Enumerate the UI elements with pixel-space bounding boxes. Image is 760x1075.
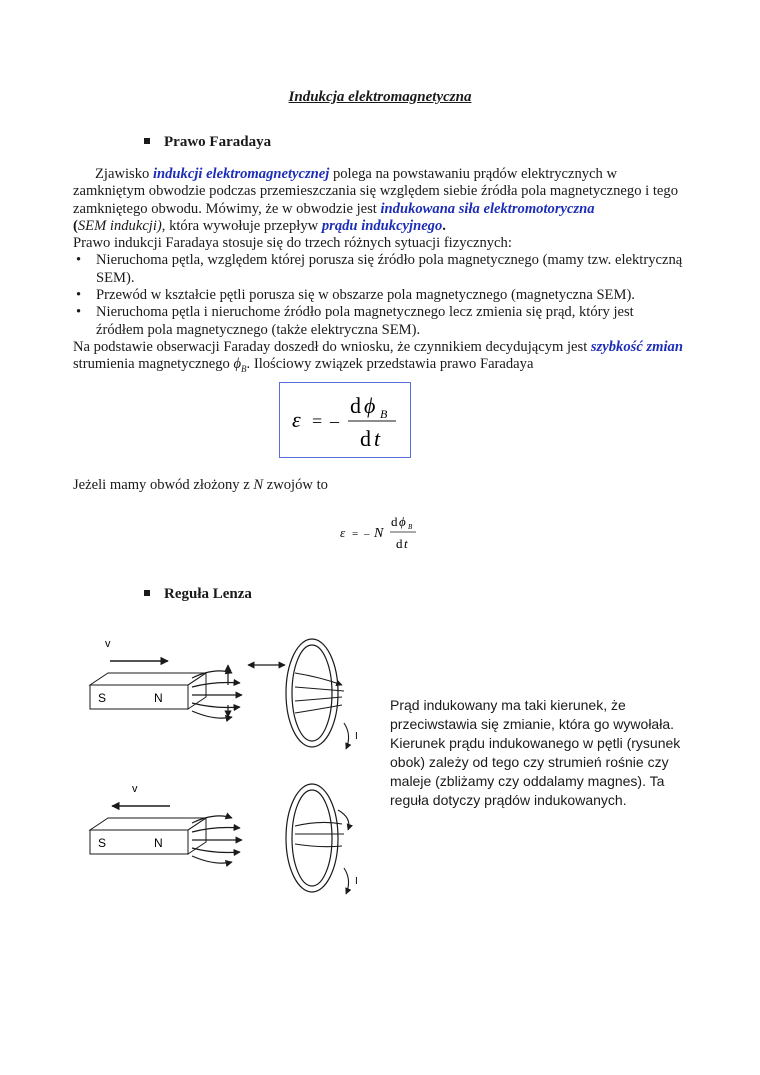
list-item: [73, 287, 683, 304]
keyword: prądu indukcyjnego: [321, 217, 443, 234]
north-pole-label: N: [154, 836, 163, 850]
situations-intro: Prawo indukcji Faradaya stosuje się do trzech różnych sytuacji fizycznych:: [73, 235, 512, 252]
text: Nieruchoma pętla i nieruchome źródło pola magnetycznego lecz zmienia się prąd, który jest źródłem pola magnetycznego (także elektryczna SEM).: [96, 304, 634, 338]
section-heading-faraday: [144, 134, 271, 151]
paren: (: [73, 217, 78, 234]
denominator-d: d: [396, 536, 403, 551]
south-pole-label: S: [98, 691, 107, 705]
numerator-subscript: B: [408, 523, 413, 531]
subscript: B: [241, 364, 247, 375]
text: . Ilościowy związek przedstawia prawo Faradaya: [246, 356, 534, 373]
n-turns-line: [73, 477, 328, 494]
bullet-icon: •: [76, 252, 82, 269]
bullet-icon: •: [76, 287, 82, 304]
lenz-description: Prąd indukowany ma taki kierunek, że przeciwstawia się zmianie, która go wywołała. Kierunek prądu indukowanego w pętli (rysunek obok) zależy od tego czy strumień rośnie czy maleje (zbliżamy czy oddalamy magnes). Ta reguła dotyczy prądów indukowanych.: [390, 697, 681, 808]
minus-sign: –: [330, 411, 339, 431]
text: zwojów to: [263, 477, 328, 493]
conclusion-paragraph: [73, 339, 683, 379]
numerator-d: d: [350, 393, 361, 418]
text: Zjawisko: [95, 166, 153, 182]
bar-magnet: [90, 673, 206, 709]
list-item: [73, 304, 683, 339]
bar-magnet: [90, 818, 206, 854]
current-label: I: [355, 876, 358, 887]
velocity-label: v: [105, 638, 111, 650]
denominator-t: t: [404, 536, 408, 551]
bullet-icon: •: [76, 304, 82, 321]
n-symbol: N: [374, 526, 384, 541]
equals-sign: =: [352, 528, 359, 540]
formula-svg: [340, 510, 430, 554]
text: strumienia magnetycznego: [73, 356, 234, 373]
denominator-d: d: [360, 426, 371, 451]
heading-text: Reguła Lenza: [164, 586, 252, 602]
keyword: indukcji elektromagnetycznej: [152, 166, 330, 182]
heading-text: Prawo Faradaya: [164, 134, 272, 150]
lenz-diagram: [80, 625, 380, 895]
text: Przewód w kształcie pętli porusza się w obszarze pola magnetycznego (magnetyczna SEM).: [96, 287, 635, 304]
text: Nieruchoma pętla, względem której porusza się źródło pola magnetycznego (mamy tzw. elektryczną SEM).: [96, 252, 683, 286]
north-pole-label: N: [154, 691, 163, 705]
square-bullet-icon: [144, 590, 150, 596]
text: , która wywołuje przepływ: [161, 217, 322, 234]
square-bullet-icon: [144, 138, 150, 144]
field-lines: [192, 816, 242, 863]
keyword: indukowana siła elektromotoryczna: [380, 200, 595, 217]
text: Na podstawie obserwacji Faraday doszedł do wniosku, że czynnikiem decydującym jest: [73, 338, 591, 355]
conducting-loop: [286, 784, 338, 892]
faraday-formula: [280, 383, 410, 457]
section-heading-lenz: [144, 586, 252, 603]
emf-symbol: ε: [340, 525, 346, 540]
text: SEM indukcji): [77, 217, 162, 234]
induced-field-lines: [295, 673, 349, 749]
keyword: szybkość zmian: [590, 338, 683, 355]
situations-list: [73, 252, 683, 338]
list-item: [73, 252, 683, 287]
text: Jeżeli mamy obwód złożony z: [73, 477, 254, 493]
numerator-subscript: B: [380, 407, 388, 421]
numerator-d: d: [391, 514, 398, 529]
velocity-label: v: [132, 783, 138, 795]
numerator-phi: ϕ: [399, 514, 406, 529]
conducting-loop: [286, 639, 338, 747]
diagram-receding: [90, 783, 358, 894]
current-label: I: [355, 731, 358, 742]
n-turns-formula: [340, 510, 430, 559]
text: .: [442, 217, 446, 234]
page-title: Indukcja elektromagnetyczna: [288, 89, 472, 105]
south-pole-label: S: [98, 836, 107, 850]
faraday-formula-box: [279, 382, 411, 458]
equals-sign: =: [312, 411, 323, 431]
emf-symbol: ε: [292, 407, 301, 432]
numerator-phi: ϕ: [364, 393, 376, 418]
text: polega na powstawaniu prądów elektrycznych w zamkniętym obwodzie podczas przemieszczania się względem siebie źródła pola magnetycznego i tego zamkniętego obwodu. Mówimy, że w obwodzie jest: [73, 166, 678, 217]
intro-paragraph: [73, 166, 683, 235]
phi-symbol: ϕ: [233, 356, 242, 373]
faraday-body: [73, 166, 683, 378]
denominator-t: t: [374, 426, 381, 451]
diagram-approaching: [90, 638, 358, 749]
n-symbol: N: [253, 477, 264, 493]
minus-sign: –: [364, 528, 370, 540]
